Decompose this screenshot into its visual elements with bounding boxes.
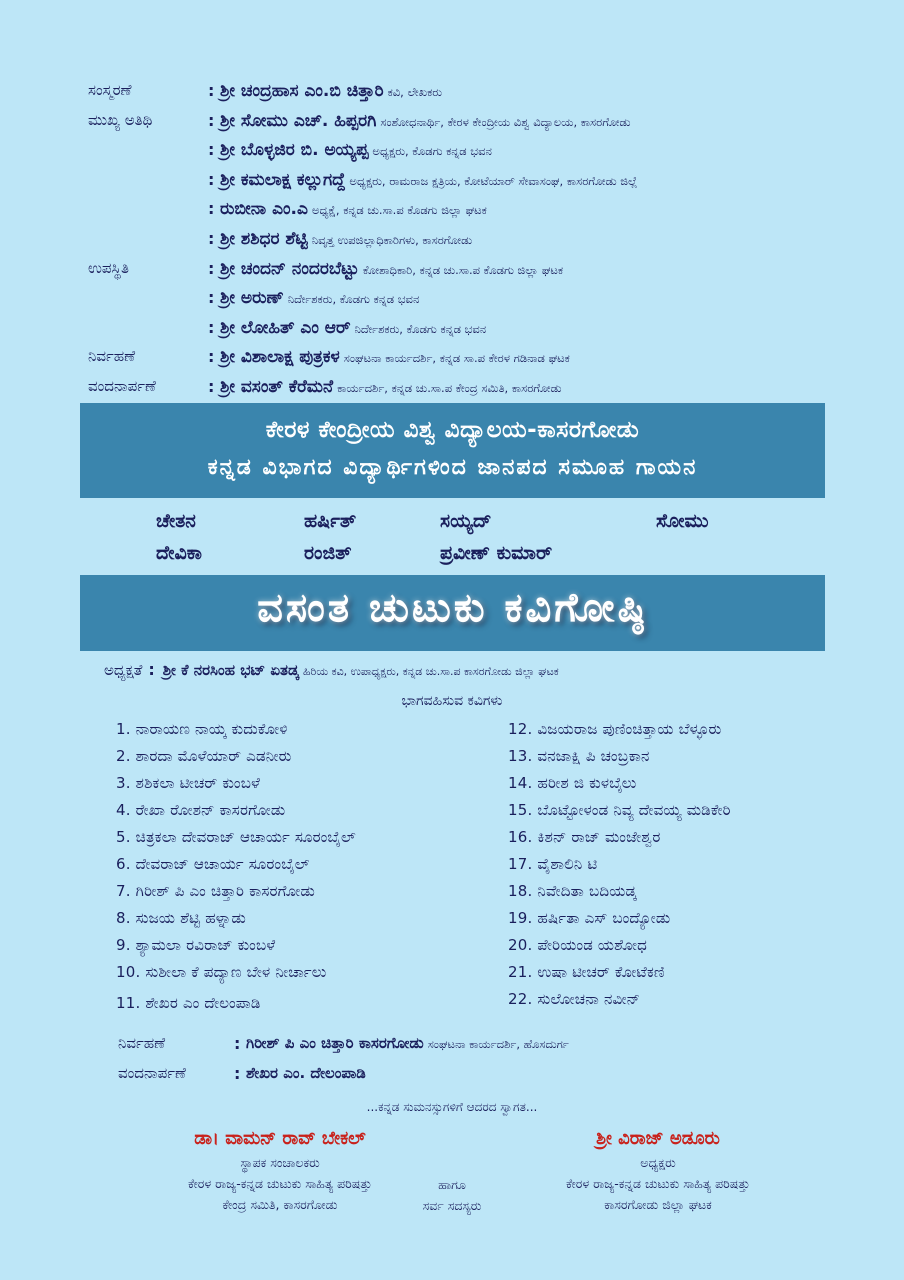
person-name: ಶ್ರೀ ಚಂದ್ರಹಾಸ ಎಂ.ಬಿ ಚಿತ್ತಾರಿ [220,81,384,101]
poet-item: 16. ಕಿಶನ್ ರಾಜ್ ಮಂಜೇಶ್ವರ [508,828,661,846]
program-row: ವಂದನಾರ್ಪಣೆ : ಶ್ರೀ ವಸಂತ್ ಕೆರೆಮನೆ ಕಾರ್ಯದರ್ಶಿ, ಕನ್ನಡ ಚು.ಸಾ.ಪ ಕೇಂದ್ರ ಸಮಿತಿ, ಕಾಸರಗೋಡು [88,376,562,397]
poet-item: 2. ಶಾರದಾ ಮೊಳೆಯಾರ್ ಎಡನೀರು [116,747,292,765]
poet-item: 12. ವಿಜಯರಾಜ ಪುಣಿಂಚಿತ್ತಾಯ ಬೆಳ್ಳೂರು [508,720,722,738]
person-designation: ಸಂಶೋಧನಾರ್ಥಿ, ಕೇರಳ ಕೇಂದ್ರೀಯ ವಿಶ್ವ ವಿದ್ಯಾಲಯ, ಕಾಸರಗೋಡು [380,114,631,129]
poet-item: 11. ಶೇಖರ ಎಂ ದೇಲಂಪಾಡಿ [116,994,261,1012]
signatory-org: ಕಾಸರಗೋಡು ಜಿಲ್ಲಾ ಘಟಕ [604,1197,712,1212]
poet-item: 4. ರೇಖಾ ರೋಶನ್ ಕಾಸರಗೋಡು [116,801,286,819]
poet-item: 17. ವೈಶಾಲಿನಿ ಟಿ [508,855,598,873]
signatory-right [508,1126,808,1215]
program-row: ನಿರ್ವಹಣೆ : ಶ್ರೀ ವಿಶಾಲಾಕ್ಷ ಪುತ್ರಕಳ ಸಂಘಟನಾ ಕಾರ್ಯದರ್ಶಿ, ಕನ್ನಡ ಸಾ.ಪ ಕೇರಳ ಗಡಿನಾಡ ಘಟಕ [88,347,570,368]
poet-item: 22. ಸುಲೋಚನಾ ನವೀನ್ [508,990,641,1008]
person-name: ಶ್ರೀ ಕಮಲಾಕ್ಷ ಕಲ್ಲುಗದ್ದೆ [220,169,346,190]
signatory-left [130,1126,430,1215]
person-name: ಶ್ರೀ ಚಂದನ್ ನಂದರಬೆಟ್ಟು [220,258,359,279]
closing-name: ಶೇಖರ ಎಂ. ದೇಲಂಪಾಡಿ [246,1064,366,1082]
person-designation: ಕೋಶಾಧಿಕಾರಿ, ಕನ್ನಡ ಚು.ಸಾ.ಪ ಕೊಡಗು ಜಿಲ್ಲಾ ಘಟಕ [362,262,564,277]
program-list [88,76,878,402]
singer-name: ಸೋಮು [656,510,709,532]
poetry-meet-banner [80,575,825,651]
person-designation: ಅಧ್ಯಕ್ಷೆ, ಕನ್ನಡ ಚು.ಸಾ.ಪ ಕೊಡಗು ಜಿಲ್ಲಾ ಘಟಕ [311,203,487,218]
signatory-org: ಕೇಂದ್ರ ಸಮಿತಿ, ಕಾಸರಗೋಡು [222,1197,338,1212]
closing-name: ಗಿರೀಶ್ ಪಿ ಎಂ ಚಿತ್ತಾರಿ ಕಾಸರಗೋಡು [246,1034,424,1052]
chair-designation: ಹಿರಿಯ ಕವಿ, ಉಪಾಧ್ಯಕ್ಷರು, ಕನ್ನಡ ಚು.ಸಾ.ಪ ಕಾಸರಗೋಡು ಜಿಲ್ಲಾ ಘಟಕ [303,665,559,678]
poets-heading: ಭಾಗವಹಿಸುವ ಕವಿಗಳು [401,693,503,709]
middle-note: ಹಾಗೂ ಸರ್ವ ಸದಸ್ಯರು [422,1177,482,1213]
banner-line-2: ಕನ್ನಡ ವಿಭಾಗದ ವಿದ್ಯಾರ್ಥಿಗಳಿಂದ ಜಾನಪದ ಸಮೂಹ ಗಾಯನ [207,455,698,480]
person-name: ಶ್ರೀ ಸೋಮು ಎಚ್. ಹಿಪ್ಪರಗಿ [220,110,377,131]
person-designation: ಅಧ್ಯಕ್ಷರು, ಕೊಡಗು ಕನ್ನಡ ಭವನ [372,144,492,159]
person-name: ಶ್ರೀ ವಸಂತ್ ಕೆರೆಮನೆ [220,376,334,397]
person-designation: ಕವಿ, ಲೇಖಕರು [387,85,443,99]
poet-item: 14. ಹರೀಶ ಜಿ ಕುಳಬೈಲು [508,774,637,792]
program-row: ಸಂಸ್ಮರಣೆ : ಶ್ರೀ ಚಂದ್ರಹಾಸ ಎಂ.ಬಿ ಚಿತ್ತಾರಿ ಕವಿ, ಲೇಖಕರು [88,81,443,101]
poet-item: 18. ನಿವೇದಿತಾ ಬದಿಯಡ್ಕ [508,882,637,900]
person-designation: ನಿವೃತ್ತ ಉಪಜಿಲ್ಲಾಧಿಕಾರಿಗಳು, ಕಾಸರಗೋಡು [311,232,473,247]
poetry-meet-title: ವಸಂತ ಚುಟುಕು ಕವಿಗೋಷ್ಠಿ [257,585,648,631]
person-name: ರುಬೀನಾ ಎಂ.ಎ [220,199,308,220]
program-row: : ಶ್ರೀ ಲೋಹಿತ್ ಎಂ ಆರ್ ನಿರ್ದೇಶಕರು, ಕೊಡಗು ಕನ್ನಡ ಭವನ [208,317,487,338]
poet-item: 13. ವನಜಾಕ್ಷಿ ಪಿ ಚಂಬ್ರಕಾನ [508,747,650,765]
poet-item: 3. ಶಶಿಕಲಾ ಟೀಚರ್ ಕುಂಬಳೆ [116,774,261,792]
person-name: ಶ್ರೀ ವಿಶಾಲಾಕ್ಷ ಪುತ್ರಕಳ [220,347,340,368]
program-row: : ಶ್ರೀ ಬೊಳ್ಳಜಿರ ಬಿ. ಅಯ್ಯಪ್ಪ ಅಧ್ಯಕ್ಷರು, ಕೊಡಗು ಕನ್ನಡ ಭವನ [208,140,492,161]
signatory-title: ಸ್ಥಾಪಕ ಸಂಚಾಲಕರು [240,1155,320,1170]
signatory-title: ಅಧ್ಯಕ್ಷರು [640,1155,676,1170]
singer-name: ಸಯ್ಯದ್ [440,510,492,532]
poet-item: 8. ಸುಜಯ ಶೆಟ್ಟಿ ಹಳ್ನಾಡು [116,909,246,927]
program-row: : ರುಬೀನಾ ಎಂ.ಎ ಅಧ್ಯಕ್ಷೆ, ಕನ್ನಡ ಚು.ಸಾ.ಪ ಕೊಡಗು ಜಿಲ್ಲಾ ಘಟಕ [208,199,487,220]
poet-item: 19. ಹರ್ಷಿತಾ ಎಸ್ ಬಂದ್ಯೋಡು [508,909,671,927]
person-designation: ನಿರ್ದೇಶಕರು, ಕೊಡಗು ಕನ್ನಡ ಭವನ [354,321,487,336]
signatory-name: ಶ್ರೀ ವಿರಾಜ್ ಅಡೂರು [596,1128,720,1149]
program-row: ಮುಖ್ಯ ಅತಿಥಿ : ಶ್ರೀ ಸೋಮು ಎಚ್. ಹಿಪ್ಪರಗಿ ಸಂಶೋಧನಾರ್ಥಿ, ಕೇರಳ ಕೇಂದ್ರೀಯ ವಿಶ್ವ ವಿದ್ಯಾಲಯ, ಕಾಸರಗೋಡು [88,110,631,131]
person-designation: ನಿರ್ದೇಶಕರು, ಕೊಡಗು ಕನ್ನಡ ಭವನ [287,292,420,307]
welcome-note: ...ಕನ್ನಡ ಸುಮನಸ್ಸುಗಳಿಗೆ ಆದರದ ಸ್ವಾಗತ... [366,1100,538,1114]
person-designation: ಕಾರ್ಯದರ್ಶಿ, ಕನ್ನಡ ಚು.ಸಾ.ಪ ಕೇಂದ್ರ ಸಮಿತಿ, ಕಾಸರಗೋಡು [337,380,562,395]
closing-designation: ಸಂಘಟನಾ ಕಾರ್ಯದರ್ಶಿ, ಹೊಸದುರ್ಗ [427,1037,569,1051]
poet-item: 9. ಶ್ಯಾಮಲಾ ರವಿರಾಜ್ ಕುಂಬಳೆ [116,936,276,954]
signatory-name: ಡಾ। ವಾಮನ್ ರಾವ್ ಬೇಕಲ್ [194,1128,366,1149]
signatory-org: ಕೇರಳ ರಾಜ್ಯ-ಕನ್ನಡ ಚುಟುಕು ಸಾಹಿತ್ಯ ಪರಿಷತ್ತು [188,1176,372,1191]
program-row: : ಶ್ರೀ ಅರುಣ್ ನಿರ್ದೇಶಕರು, ಕೊಡಗು ಕನ್ನಡ ಭವನ [208,288,420,309]
chair-name: ಶ್ರೀ ಕೆ ನರಸಿಂಹ ಭಟ್ ಏತಡ್ಕ [162,661,299,679]
singer-name: ದೇವಿಕಾ [156,542,203,564]
poet-item: 15. ಬೊಟ್ಟೋಳಂಡ ನಿವ್ಯ ದೇವಯ್ಯ ಮಡಿಕೇರಿ [508,801,731,819]
person-name: ಶ್ರೀ ಅರುಣ್ [220,288,284,309]
person-designation: ಸಂಘಟನಾ ಕಾರ್ಯದರ್ಶಿ, ಕನ್ನಡ ಸಾ.ಪ ಕೇರಳ ಗಡಿನಾಡ ಘಟಕ [343,351,570,366]
signatory-org: ಕೇರಳ ರಾಜ್ಯ-ಕನ್ನಡ ಚುಟುಕು ಸಾಹಿತ್ಯ ಪರಿಷತ್ತು [566,1176,750,1191]
singer-name: ಪ್ರವೀಣ್ ಕುಮಾರ್ [440,542,553,564]
poet-item: 21. ಉಷಾ ಟೀಚರ್ ಕೋಟೆಕಣಿ [508,963,665,981]
person-designation: ಅಧ್ಯಕ್ಷರು, ರಾಮರಾಜ ಕ್ಷತ್ರಿಯ, ಕೋಟೆಯಾರ್ ಸೇವಾಸಂಘ, ಕಾಸರಗೋಡು ಜಿಲ್ಲೆ [349,173,638,188]
poet-item: 1. ನಾರಾಯಣ ನಾಯ್ಕ ಕುದುಕೋಳಿ [116,720,288,738]
chair-line: ಅಧ್ಯಕ್ಷತೆ : ಶ್ರೀ ಕೆ ನರಸಿಂಹ ಭಟ್ ಏತಡ್ಕ ಹಿರಿಯ ಕವಿ, ಉಪಾಧ್ಯಕ್ಷರು, ಕನ್ನಡ ಚು.ಸಾ.ಪ ಕಾಸರಗೋಡು ಜಿಲ್ಲಾ ಘಟಕ [104,660,559,679]
singer-name: ಹರ್ಷಿತ್ [304,510,357,532]
program-row: ಉಪಸ್ಥಿತಿ : ಶ್ರೀ ಚಂದನ್ ನಂದರಬೆಟ್ಟು ಕೋಶಾಧಿಕಾರಿ, ಕನ್ನಡ ಚು.ಸಾ.ಪ ಕೊಡಗು ಜಿಲ್ಲಾ ಘಟಕ [88,258,564,279]
poet-item: 5. ಚಿತ್ರಕಲಾ ದೇವರಾಜ್ ಆಚಾರ್ಯ ಸೂರಂಬೈಲ್ [116,828,356,846]
singer-name: ರಂಜಿತ್ [304,542,352,564]
banner-line-1: ಕೇರಳ ಕೇಂದ್ರೀಯ ವಿಶ್ವ ವಿದ್ಯಾಲಯ-ಕಾಸರಗೋಡು [265,417,640,443]
program-row: : ಶ್ರೀ ಶಶಿಧರ ಶೆಟ್ಟಿ ನಿವೃತ್ತ ಉಪಜಿಲ್ಲಾಧಿಕಾರಿಗಳು, ಕಾಸರಗೋಡು [208,228,473,249]
poet-item: 20. ಪೇರಿಯಂಡ ಯಶೋಧ [508,936,647,954]
singer-name: ಚೇತನ [156,510,196,532]
person-name: ಶ್ರೀ ಬೊಳ್ಳಜಿರ ಬಿ. ಅಯ್ಯಪ್ಪ [220,140,369,161]
program-row: : ಶ್ರೀ ಕಮಲಾಕ್ಷ ಕಲ್ಲುಗದ್ದೆ ಅಧ್ಯಕ್ಷರು, ರಾಮರಾಜ ಕ್ಷತ್ರಿಯ, ಕೋಟೆಯಾರ್ ಸೇವಾಸಂಘ, ಕಾಸರಗೋಡು ಜಿಲ್ಲೆ [208,169,638,190]
person-name: ಶ್ರೀ ಲೋಹಿತ್ ಎಂ ಆರ್ [220,317,351,338]
university-banner [80,403,825,498]
poet-item: 10. ಸುಶೀಲಾ ಕೆ ಪದ್ಯಾಣ ಬೇಳ ನೀರ್ಚಾಲು [116,963,327,981]
poet-item: 7. ಗಿರೀಶ್ ಪಿ ಎಂ ಚಿತ್ತಾರಿ ಕಾಸರಗೋಡು [116,882,315,900]
poet-item: 6. ದೇವರಾಜ್ ಆಚಾರ್ಯ ಸೂರಂಬೈಲ್ [116,855,310,873]
person-name: ಶ್ರೀ ಶಶಿಧರ ಶೆಟ್ಟಿ [220,228,308,249]
